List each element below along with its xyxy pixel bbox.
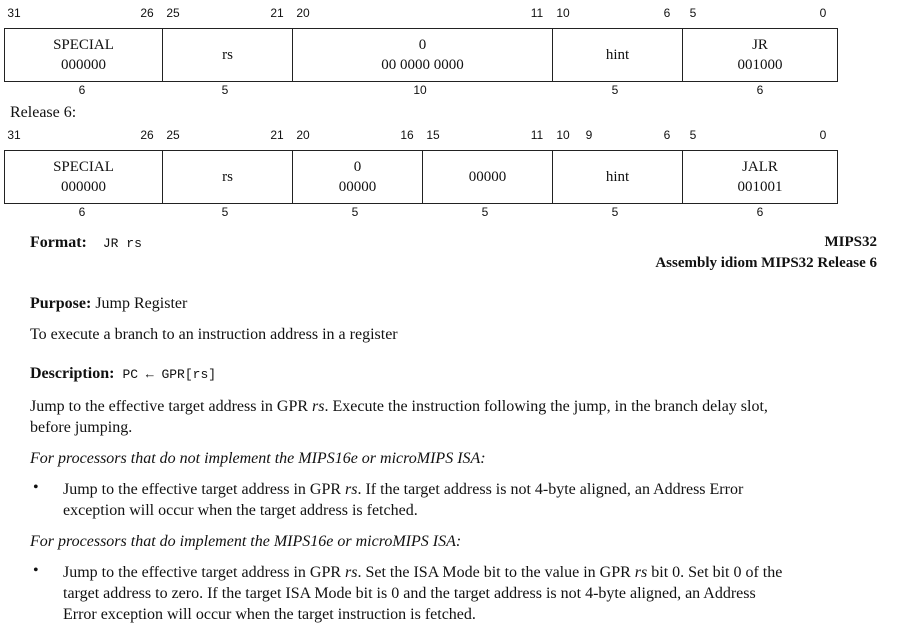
field-line: hint (605, 169, 630, 185)
format-label: Format: (30, 234, 87, 251)
field-special (5, 29, 162, 81)
field-special (5, 151, 162, 203)
instruction-encoding-box (4, 28, 838, 82)
field-hint (552, 151, 682, 203)
bit-label: 5 (689, 6, 697, 20)
field-rd-zero (422, 151, 552, 203)
field-line: 001000 (737, 57, 783, 73)
bit-label: 10 (556, 6, 570, 20)
bit-label: 20 (296, 6, 310, 20)
field-width: 6 (756, 205, 764, 219)
bit-label: 11 (530, 128, 544, 142)
field-line: 0 (353, 159, 362, 175)
field-line: JR (752, 37, 768, 53)
field-line: hint (605, 47, 630, 63)
release-label: Release 6: (10, 104, 77, 121)
bit-label: 11 (530, 6, 544, 20)
text-run-italic: rs (312, 398, 325, 415)
bit-label: 6 (663, 6, 671, 20)
bit-label: 0 (819, 6, 827, 20)
bit-label: 9 (585, 128, 593, 142)
bullet-1-line-1 (63, 479, 743, 500)
field-width: 5 (611, 205, 619, 219)
bit-label: 31 (7, 6, 21, 20)
text-run: Jump to the effective target address in GPR (63, 481, 346, 498)
bit-label: 31 (7, 128, 21, 142)
bullet-1-line-2: exception will occur when the target address is fetched. (63, 502, 418, 519)
purpose-label: Purpose: (30, 295, 92, 312)
description-line (30, 365, 216, 383)
field-line: JALR (742, 159, 778, 175)
description-expr: PC ← GPR[rs] (122, 367, 217, 382)
text-run: Jump to the effective target address in GPR (63, 564, 346, 581)
field-width: 6 (78, 83, 86, 97)
condition-micromips: For processors that do implement the MIPS16e or microMIPS ISA: (30, 533, 462, 550)
field-line: 00000 (468, 169, 507, 185)
bit-label: 26 (140, 128, 154, 142)
format-arch: MIPS32 (824, 234, 877, 250)
description-para-1 (30, 396, 768, 417)
bullet-icon: • (33, 562, 39, 579)
bit-label: 26 (140, 6, 154, 20)
field-line: 000000 (61, 57, 106, 73)
bit-label: 10 (556, 128, 570, 142)
field-width: 6 (78, 205, 86, 219)
bit-label: 25 (166, 6, 180, 20)
field-line: SPECIAL (53, 159, 114, 175)
text-run: . Set the ISA Mode bit to the value in GPR (357, 564, 635, 581)
field-zero (292, 29, 552, 81)
format-idiom: Assembly idiom MIPS32 Release 6 (655, 255, 877, 271)
field-rt-zero (292, 151, 422, 203)
bit-label: 20 (296, 128, 310, 142)
field-rs (162, 29, 292, 81)
text-run: bit 0. Set bit 0 of the (647, 564, 783, 581)
field-width: 5 (351, 205, 359, 219)
field-line: rs (222, 47, 233, 63)
field-width: 6 (756, 83, 764, 97)
field-function (682, 29, 837, 81)
field-line: 001001 (737, 179, 783, 195)
purpose-line (30, 293, 187, 314)
bit-label: 21 (270, 128, 284, 142)
field-width: 5 (221, 83, 229, 97)
field-width: 5 (611, 83, 619, 97)
bit-label: 6 (663, 128, 671, 142)
instruction-encoding-box (4, 150, 838, 204)
text-run: . If the target address is not 4-byte aligned, an Address Error (357, 481, 744, 498)
text-run-italic: rs (345, 481, 358, 498)
description-para-1-line-2: before jumping. (30, 419, 133, 436)
field-line: SPECIAL (53, 37, 114, 53)
bullet-2-line-2: target address to zero. If the target ISA Mode bit is 0 and the target address is not 4-byte aligned, an Address (63, 585, 756, 602)
field-width: 5 (481, 205, 489, 219)
field-width: 10 (413, 83, 427, 97)
field-function (682, 151, 837, 203)
bullet-2-line-1 (63, 562, 782, 583)
text-run-italic: rs (634, 564, 648, 581)
field-rs (162, 151, 292, 203)
bit-label: 21 (270, 6, 284, 20)
field-line: 00 0000 0000 (381, 57, 464, 73)
format-syntax: JR rs (102, 236, 142, 251)
format-line (30, 234, 142, 252)
field-line: 000000 (61, 179, 106, 195)
text-run-italic: rs (345, 564, 358, 581)
field-line: rs (222, 169, 233, 185)
bullet-2-line-3: Error exception will occur when the target instruction is fetched. (63, 606, 476, 623)
description-label: Description: (30, 365, 115, 382)
text-run: . Execute the instruction following the jump, in the branch delay slot, (324, 398, 768, 415)
purpose-title: Jump Register (95, 295, 188, 312)
bit-label: 16 (400, 128, 414, 142)
field-width: 5 (221, 205, 229, 219)
text-run: Jump to the effective target address in GPR (30, 398, 313, 415)
bit-label: 5 (689, 128, 697, 142)
bit-label: 25 (166, 128, 180, 142)
field-line: 00000 (338, 179, 377, 195)
condition-no-micromips: For processors that do not implement the MIPS16e or microMIPS ISA: (30, 450, 486, 467)
bullet-icon: • (33, 479, 39, 496)
field-hint (552, 29, 682, 81)
bit-label: 15 (426, 128, 440, 142)
purpose-text: To execute a branch to an instruction address in a register (30, 326, 398, 343)
bit-label: 0 (819, 128, 827, 142)
field-line: 0 (418, 37, 427, 53)
